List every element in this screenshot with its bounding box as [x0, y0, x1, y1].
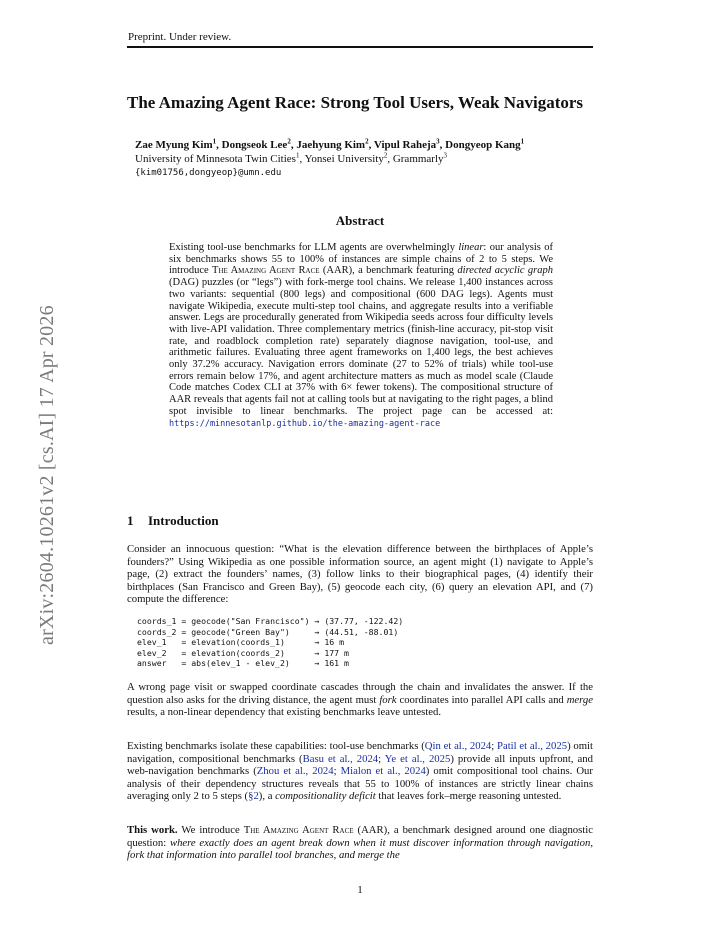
intro-paragraph-1: Consider an innocuous question: “What is the elevation difference between the birthplaces of Apple’s founders?” Using Wikipedia as one possible information source, an agent might (1) navigate to Apple’s page, (2) extract the founders’ names, (3) follow links to their biographical pages, (4) identify their birthplaces (San Francisco and Green Bay), (5) geocode each city, (6) query an elevation API, and (7) compute the difference:	[127, 543, 593, 605]
citation-link[interactable]: Zhou et al., 2024	[256, 765, 334, 777]
abstract-emphasis: directed acyclic graph	[457, 265, 553, 277]
benchmark-name: The Amazing Agent Race	[212, 265, 320, 277]
section-heading	[127, 513, 219, 529]
intro-paragraph-2	[127, 681, 593, 719]
author-name: Jaehyung Kim	[296, 139, 366, 151]
paragraph-text: Existing benchmarks isolate these capabilities: tool-use benchmarks (	[127, 740, 425, 752]
author-list: Zae Myung Kim$^1$, Dongseok Lee$^2$, Jaehyung Kim$^2$, Vipul Raheja$^3$, Dongyeop Kang$^1$	[135, 137, 525, 151]
abstract-text: (AAR), a benchmark featuring	[319, 265, 458, 277]
citation-link[interactable]: Ye et al., 2025	[384, 752, 451, 765]
code-line: elev_1 = elevation(coords_1) → 16 m	[137, 637, 345, 648]
project-page-link[interactable]: https://minnesotanlp.github.io/the-amazing-agent-race	[169, 418, 441, 429]
code-line: answer = abs(elev_1 - elev_2) → 161 m	[137, 658, 349, 669]
arxiv-sidebar-stamp: arXiv:2604.10261v2 [cs.AI] 17 Apr 2026	[36, 305, 58, 645]
running-header: Preprint. Under review.	[128, 31, 232, 43]
paragraph-text: ) omit navigation, compositional benchmarks (	[127, 740, 593, 765]
affiliation-mark: 2	[383, 151, 388, 160]
header-rule	[127, 46, 593, 48]
author-affil-mark: 1	[212, 137, 217, 146]
citation-link[interactable]: Mialon et al., 2024	[340, 765, 426, 777]
intro-paragraph-4	[127, 824, 593, 862]
paragraph-text: ) provide all inputs upfront, and web-navigation benchmarks (	[127, 752, 593, 777]
emphasis: where exactly does an agent break down when it must discover information through navigation, fork that information into parallel tool branches, and merge the	[127, 836, 593, 861]
affiliation: Yonsei University	[304, 153, 384, 165]
section-reference-link[interactable]: §2	[248, 790, 259, 802]
paper-title: The Amazing Agent Race: Strong Tool Users, Weak Navigators	[127, 93, 584, 112]
paragraph-text: We introduce	[177, 824, 244, 836]
paragraph-text: ) omit compositional tool chains. Our analysis of their dependency structures reveals that 55 to 100% of instances are strictly linear chains averaging only 2 to 5 steps (	[127, 765, 593, 802]
paragraph-text: that leaves fork–merge reasoning untested.	[375, 790, 562, 802]
author-affil-mark: 2	[365, 137, 369, 146]
benchmark-name: The Amazing Agent Race	[243, 824, 354, 836]
abstract-emphasis: linear	[458, 242, 484, 253]
citation-link[interactable]: Qin et al., 2024	[424, 740, 492, 752]
code-listing	[137, 616, 403, 669]
intro-paragraph-3	[127, 740, 593, 803]
code-line: coords_2 = geocode("Green Bay") → (44.51, -88.01)	[137, 626, 399, 637]
abstract-body	[169, 242, 553, 430]
paragraph-text: A wrong page visit or swapped coordinate cascades through the chain and invalidates the answer. If the question also asks for the driving distance, the agent must	[127, 681, 593, 706]
abstract-heading: Abstract	[335, 213, 385, 228]
author-name: Zae Myung Kim	[135, 139, 213, 151]
author-name: Dongseok Lee	[221, 139, 288, 151]
abstract-text: (DAG) puzzles (or “legs”) with fork-merge tool chains. We release 1,400 instances across two variants: sequential (800 legs) and compositional (600 DAG legs). Agents must navigate Wikipedia, execute multi-step tool chains, and aggregate results into a verifiable answer. Legs are procedurally generated from Wikipedia seeds across four difficulty levels with live-API validation. Three complementary metrics (finish-line accuracy, pit-stop visit rate, and roadblock completion rate) separately diagnose navigation, tool-use, and arithmetic failures. Evaluating three agent frameworks on 1,400 legs, the best achieves only 37.2% accuracy. Navigation errors dominate (27 to 52% of trials) while tool-use errors remain below 17%, and agent architecture matters as much as model scale (Claude Code matches Codex CLI at 37% with 6× fewer tokens). The compositional structure of AAR reveals that agents fail not at calling tools but at navigating to the right pages, a blind spot invisible to linear benchmarks. The project page can be accessed at:	[169, 277, 553, 417]
affiliation-list: University of Minnesota Twin Cities$^1$, Yonsei University$^2$, Grammarly$^3$	[135, 151, 448, 165]
affiliation: Grammarly	[392, 153, 444, 165]
emphasis: merge	[566, 693, 594, 706]
emphasis: fork	[379, 693, 397, 706]
citation-separator: ;	[491, 740, 498, 752]
code-line: elev_2 = elevation(coords_2) → 177 m	[137, 647, 349, 658]
paragraph-text: (AAR), a benchmark designed around one diagnostic question:	[127, 824, 593, 849]
affiliation-mark: 1	[295, 151, 300, 160]
author-email: {kim01756,dongyeop}@umn.edu	[135, 168, 282, 178]
citation-link[interactable]: Basu et al., 2024	[302, 752, 379, 765]
author-name: Vipul Raheja	[373, 139, 437, 151]
affiliation: University of Minnesota Twin Cities	[135, 153, 296, 165]
paragraph-lead: This work.	[127, 824, 178, 836]
section-number: 1	[127, 513, 134, 528]
citation-separator: ;	[333, 765, 341, 777]
abstract-text: Existing tool-use benchmarks for LLM agents are overwhelmingly	[169, 242, 459, 253]
citation-separator: ;	[378, 752, 385, 765]
paragraph-text: coordinates into parallel API calls and	[396, 693, 567, 706]
code-line: coords_1 = geocode("San Francisco") → (37.77, -122.42)	[137, 616, 404, 626]
abstract-text: : our analysis of six benchmarks shows 55 to 100% of instances are simple chains of 2 to 5 steps. We introduce	[169, 242, 553, 277]
author-block	[135, 138, 524, 180]
page-number: 1	[357, 884, 363, 896]
paragraph-text: results, a non-linear dependency that existing benchmarks leave untested.	[127, 706, 441, 718]
emphasis: compositionality deficit	[275, 790, 376, 802]
author-affil-mark: 3	[436, 137, 440, 146]
author-name: Dongyeop Kang	[445, 139, 521, 151]
author-affil-mark: 1	[520, 137, 525, 146]
affiliation-mark: 3	[443, 151, 448, 160]
citation-link[interactable]: Patil et al., 2025	[497, 740, 568, 752]
paragraph-text: ), a	[258, 790, 276, 802]
section-title: Introduction	[148, 513, 219, 528]
author-affil-mark: 2	[287, 137, 291, 146]
